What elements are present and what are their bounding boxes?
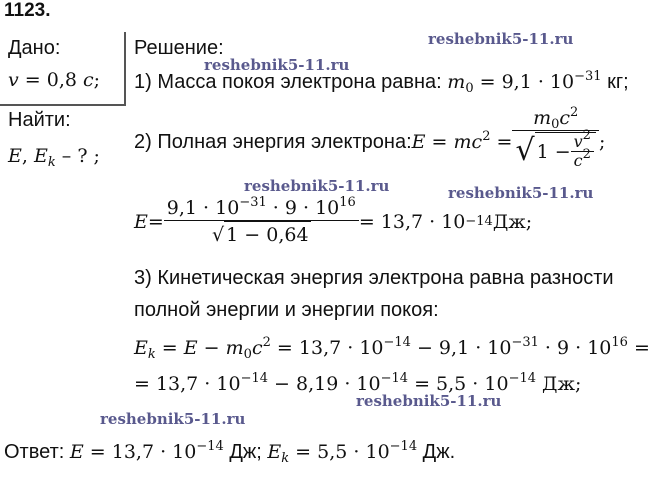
ek-e2: E bbox=[183, 337, 198, 359]
problem-number-value: 1123 bbox=[4, 0, 46, 21]
answer-e-unit: Дж; bbox=[223, 441, 268, 463]
step1-exp: −31 bbox=[574, 69, 602, 84]
watermark: reshebnik5-11.ru bbox=[356, 392, 502, 410]
line2-b: − 8,19 · 10 bbox=[268, 373, 381, 395]
ek-rest2: − 9,1 · 10 bbox=[410, 337, 512, 359]
answer-ek: E bbox=[267, 441, 282, 463]
find-expression bbox=[8, 144, 100, 168]
line2-unit: Дж; bbox=[536, 373, 582, 395]
step1-label: 1) Масса покоя электрона равна: bbox=[134, 71, 448, 93]
ek-rest2-exp: −31 bbox=[511, 335, 539, 350]
given-value: = 0,8 bbox=[18, 69, 83, 91]
ek-rest3-exp: 16 bbox=[611, 335, 628, 350]
ek-m: m bbox=[225, 337, 244, 359]
answer-e-val: = 13,7 · 10 bbox=[83, 441, 197, 463]
answer-ek-unit: Дж. bbox=[417, 441, 456, 463]
ek-eq: = bbox=[155, 337, 184, 359]
ek-k: k bbox=[147, 347, 156, 362]
answer-ek-exp: −14 bbox=[389, 439, 418, 454]
step2-num-sub: 0 bbox=[551, 117, 560, 132]
given-heading: Дано: bbox=[8, 37, 61, 59]
energy-calc: E = $\frac{9,1 \cdot 10^{-31} \cdot 9 \cdot 10^{16}}{√ 1 - 0,64}$ = 13,7 · 10 −14 Дж; bbox=[134, 195, 533, 246]
ek-line1 bbox=[134, 336, 650, 360]
calc-num: 9,1 · 10 bbox=[166, 197, 240, 219]
problem-number bbox=[4, 0, 51, 22]
step1-unit: кг; bbox=[601, 71, 629, 93]
step2-den-v: v bbox=[573, 132, 583, 151]
step2-den-c: c bbox=[573, 151, 583, 170]
ek-rest1-exp: −14 bbox=[383, 335, 411, 350]
answer-line bbox=[4, 440, 455, 464]
step2-e: E bbox=[411, 130, 426, 153]
answer-ek-val: = 5,5 · 10 bbox=[289, 441, 390, 463]
line2-a: = 13,7 · 10 bbox=[134, 373, 241, 395]
step3-line2: полной энергии и энергии покоя: bbox=[134, 299, 439, 321]
step2-sq: 2 bbox=[482, 128, 491, 144]
calc-res-unit: Дж; bbox=[492, 211, 533, 233]
step1-m: m bbox=[447, 71, 466, 93]
given-c: c bbox=[83, 69, 94, 91]
step2-label: 2) Полная энергия электрона: bbox=[134, 130, 412, 153]
watermark: reshebnik5-11.ru bbox=[204, 56, 350, 74]
find-tail: – ? ; bbox=[55, 145, 100, 167]
step2-den-csq: 2 bbox=[582, 147, 591, 162]
calc-num-mid: · 9 · 10 bbox=[266, 197, 340, 219]
given-condition bbox=[8, 68, 100, 92]
ek-m-sub: 0 bbox=[243, 347, 252, 362]
find-heading: Найти: bbox=[8, 109, 71, 131]
answer-label: Ответ: bbox=[4, 441, 70, 463]
given-v: v bbox=[8, 69, 19, 91]
answer-e-exp: −14 bbox=[196, 439, 224, 454]
ek-rest4: = bbox=[627, 337, 650, 359]
watermark: reshebnik5-11.ru bbox=[428, 30, 574, 48]
watermark: reshebnik5-11.ru bbox=[100, 410, 246, 428]
step2-mc: mc bbox=[453, 130, 483, 153]
given-horizontal-rule bbox=[0, 104, 126, 106]
calc-res: = 13,7 · 10 bbox=[358, 211, 466, 233]
step2-fraction bbox=[512, 106, 599, 171]
calc-num-exp1: −31 bbox=[239, 195, 267, 210]
line2-c: = 5,5 · 10 bbox=[408, 373, 509, 395]
ek-e: E bbox=[134, 337, 148, 359]
sqrt-sign: √ bbox=[515, 133, 535, 168]
given-vertical-rule bbox=[124, 32, 126, 104]
ek-c-sq: 2 bbox=[262, 335, 271, 350]
step2-radicand bbox=[535, 128, 596, 170]
step2-num-sq: 2 bbox=[570, 105, 579, 120]
line2-a-exp: −14 bbox=[240, 371, 268, 386]
calc-sqrt-sign: √ bbox=[212, 224, 225, 246]
ek-c: c bbox=[251, 337, 263, 359]
step2-den-vsq: 2 bbox=[582, 128, 591, 143]
step3-line1: 3) Кинетическая энергия электрона равна разности bbox=[134, 267, 614, 289]
find-e: E bbox=[8, 145, 22, 167]
step2-line bbox=[134, 106, 605, 171]
find-comma: , bbox=[21, 145, 34, 167]
line2-c-exp: −14 bbox=[508, 371, 536, 386]
calc-eq: = bbox=[147, 211, 164, 233]
step2-v-over-c bbox=[571, 128, 594, 170]
step2-tail: ; bbox=[598, 130, 606, 153]
answer-ek-sub: k bbox=[281, 451, 290, 466]
watermark: reshebnik5-11.ru bbox=[244, 177, 390, 195]
answer-e: E bbox=[69, 441, 84, 463]
calc-den: 1 − 0,64 bbox=[224, 221, 310, 248]
watermark: reshebnik5-11.ru bbox=[448, 184, 594, 202]
calc-fraction bbox=[164, 196, 359, 248]
calc-e: E bbox=[134, 211, 148, 233]
step1-m-sub: 0 bbox=[465, 81, 474, 96]
step2-den-one: 1 − bbox=[536, 140, 571, 163]
step2-num-c: c bbox=[559, 107, 571, 129]
step1-eq: = 9,1 · 10 bbox=[473, 71, 575, 93]
line2-b-exp: −14 bbox=[380, 371, 409, 386]
ek-rest3: · 9 · 10 bbox=[538, 337, 612, 359]
solution-heading: Решение: bbox=[134, 37, 224, 59]
ek-minus: − bbox=[197, 337, 226, 359]
problem-number-dot: . bbox=[45, 0, 51, 21]
step2-eq1: = bbox=[425, 130, 454, 153]
calc-num-exp2: 16 bbox=[339, 195, 356, 210]
find-k-sub: k bbox=[47, 155, 56, 170]
find-ek: E bbox=[33, 145, 48, 167]
step2-eq2: = bbox=[490, 130, 513, 153]
given-tail: ; bbox=[93, 69, 101, 91]
step2-num-m: m bbox=[533, 107, 552, 129]
ek-rest1: = 13,7 · 10 bbox=[270, 337, 384, 359]
